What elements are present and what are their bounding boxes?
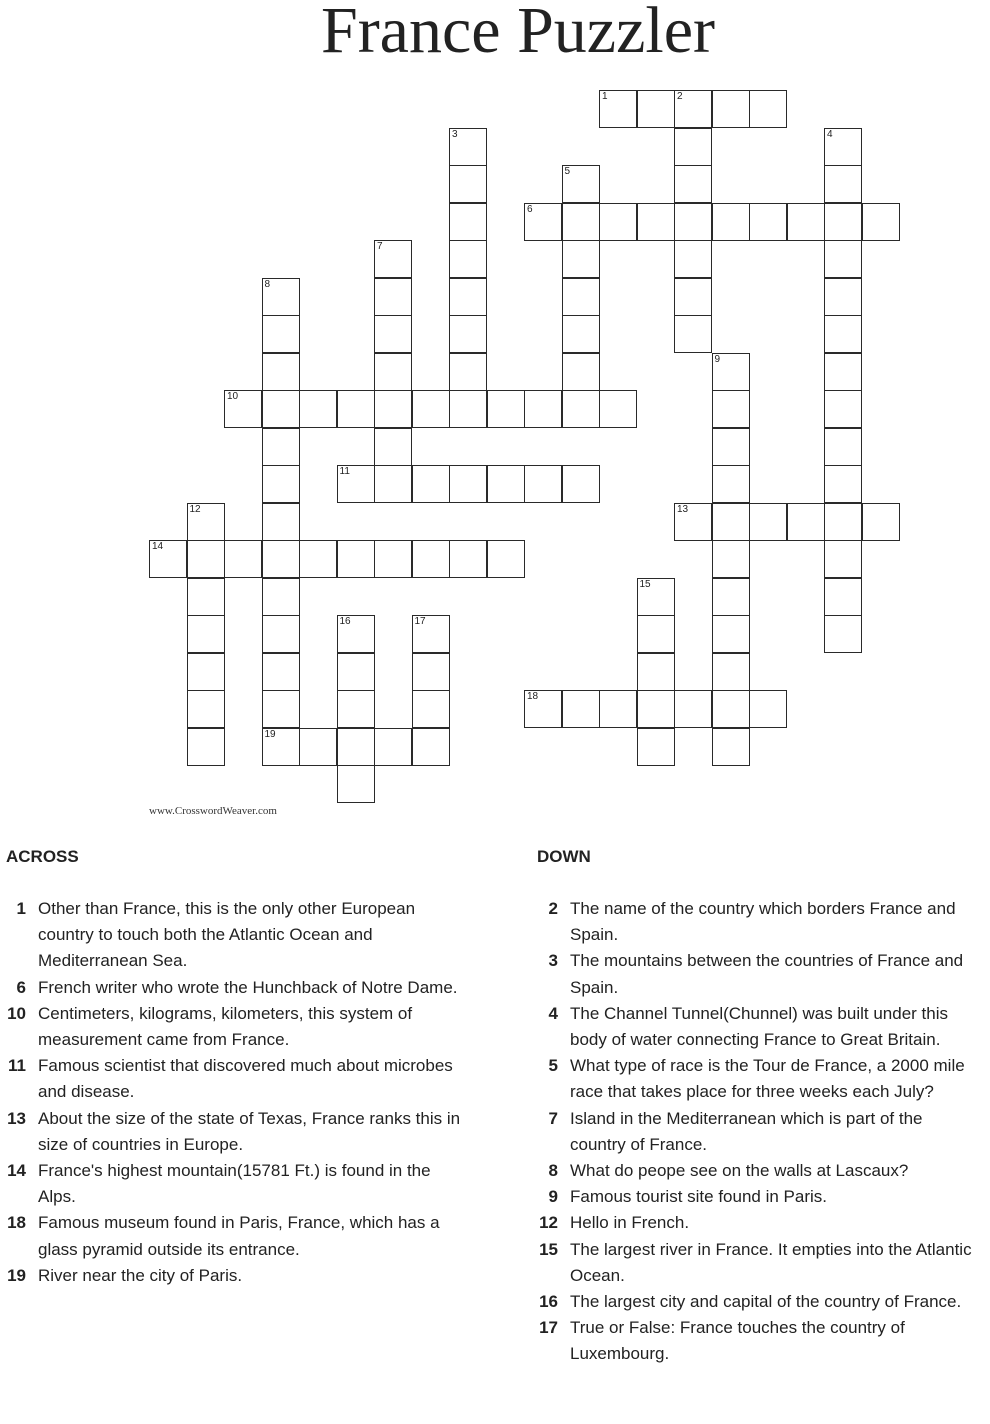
cell-number: 7: [377, 241, 383, 252]
grid-cell[interactable]: [187, 540, 225, 578]
clue-text: Other than France, this is the only other European country to touch both the Atlantic Ocean and Mediterranean Sea.: [38, 899, 416, 971]
clue-number: 1: [16, 899, 26, 918]
grid-cell[interactable]: [412, 690, 450, 728]
down-clue: [532, 1001, 972, 1053]
grid-cell[interactable]: [262, 503, 300, 541]
grid-cell[interactable]: [299, 390, 337, 428]
clue-number: 16: [539, 1292, 558, 1312]
clue-text: What do peope see on the walls at Lascaux?: [570, 1161, 909, 1181]
down-clue: [532, 1210, 972, 1236]
grid-cell[interactable]: [712, 353, 750, 391]
grid-cell[interactable]: [562, 690, 600, 728]
grid-cell[interactable]: [487, 540, 525, 578]
grid-cell[interactable]: [637, 653, 675, 691]
grid-cell[interactable]: [262, 465, 300, 503]
grid-cell[interactable]: [412, 728, 450, 766]
grid-cell[interactable]: [824, 615, 862, 653]
grid-cell[interactable]: [299, 540, 337, 578]
down-clue: [532, 1053, 972, 1105]
grid-cell[interactable]: [449, 465, 487, 503]
grid-cell[interactable]: [637, 615, 675, 653]
grid-cell[interactable]: [712, 465, 750, 503]
grid-cell[interactable]: [337, 765, 375, 803]
grid-cell[interactable]: [412, 390, 450, 428]
grid-cell[interactable]: [599, 690, 637, 728]
grid-cell[interactable]: [599, 203, 637, 241]
clue-number: 19: [7, 1265, 26, 1285]
cell-number: 2: [677, 91, 683, 102]
clue-text: True or False: France touches the country of Luxembourg.: [570, 1318, 905, 1364]
grid-cell[interactable]: [224, 540, 262, 578]
grid-cell[interactable]: [449, 540, 487, 578]
clue-text: Famous scientist that discovered much about microbes and disease.: [38, 1056, 453, 1102]
grid-cell[interactable]: [449, 390, 487, 428]
grid-cell[interactable]: [562, 390, 600, 428]
clue-number: 15: [539, 1239, 558, 1259]
grid-cell[interactable]: [787, 203, 825, 241]
cell-number: 10: [227, 391, 239, 402]
grid-cell[interactable]: [824, 315, 862, 353]
across-clue: [0, 1210, 470, 1262]
cell-number: 13: [677, 503, 689, 515]
down-clue: [532, 1237, 972, 1289]
grid-cell[interactable]: [674, 128, 712, 166]
clue-number: 4: [548, 1003, 558, 1023]
grid-cell[interactable]: [449, 203, 487, 241]
grid-cell[interactable]: [374, 353, 412, 391]
across-clue: [0, 1053, 470, 1105]
grid-cell[interactable]: [712, 653, 750, 691]
grid-cell[interactable]: [824, 503, 862, 541]
grid-cell[interactable]: [824, 128, 862, 166]
clue-text: Famous tourist site found in Paris.: [570, 1187, 828, 1207]
grid-cell[interactable]: [187, 728, 225, 766]
grid-cell[interactable]: [787, 503, 825, 541]
clue-number: 10: [7, 1003, 26, 1023]
clue-text: The largest city and capital of the country of France.: [570, 1292, 962, 1312]
grid-cell[interactable]: [562, 278, 600, 316]
clue-number: 9: [548, 1187, 558, 1207]
clue-number: 7: [548, 1108, 558, 1128]
grid-cell[interactable]: [712, 90, 750, 128]
cell-number: 16: [339, 616, 351, 627]
grid-cell[interactable]: [224, 390, 262, 428]
grid-cell[interactable]: [712, 540, 750, 578]
grid-cell[interactable]: [487, 390, 525, 428]
down-clue: [532, 948, 972, 1000]
grid-cell[interactable]: [674, 503, 712, 541]
across-clue: [0, 896, 470, 975]
cell-number: 5: [564, 166, 571, 177]
grid-cell[interactable]: [824, 165, 862, 203]
clue-text: Centimeters, kilograms, kilometers, this system of measurement came from France.: [38, 1003, 413, 1050]
down-clue: [532, 1184, 972, 1210]
clue-text: The Channel Tunnel(Chunnel) was built under this body of water connecting France to Great Britain.: [570, 1003, 949, 1050]
down-clue: [532, 1315, 972, 1367]
grid-cell[interactable]: [674, 90, 712, 128]
grid-cell[interactable]: [562, 165, 600, 203]
clue-text: The mountains between the countries of France and Spain.: [570, 951, 964, 997]
grid-cell[interactable]: [262, 653, 300, 691]
clue-text: The largest river in France. It empties into the Atlantic Ocean.: [570, 1239, 972, 1285]
across-clue: [0, 1158, 470, 1210]
grid-cell[interactable]: [374, 428, 412, 466]
grid-cell[interactable]: [524, 690, 562, 728]
cell-number: 4: [827, 128, 833, 140]
grid-cell[interactable]: [712, 728, 750, 766]
cell-number: 1: [602, 91, 608, 102]
clue-number: 13: [7, 1108, 26, 1128]
grid-cell[interactable]: [637, 578, 675, 616]
cell-number: 8: [264, 278, 271, 290]
down-heading: DOWN: [537, 847, 591, 866]
cell-number: 9: [714, 353, 721, 365]
across-clue: [0, 1001, 470, 1053]
clue-number: 18: [7, 1213, 26, 1233]
grid-cell[interactable]: [824, 428, 862, 466]
clue-number: 8: [548, 1161, 558, 1181]
grid-cell[interactable]: [262, 578, 300, 616]
clue-text: Hello in French.: [570, 1213, 690, 1233]
grid-cell[interactable]: [262, 428, 300, 466]
cell-number: 19: [264, 728, 276, 740]
cell-number: 14: [152, 541, 164, 552]
clue-text: River near the city of Paris.: [38, 1265, 243, 1285]
grid-cell[interactable]: [712, 690, 750, 728]
clue-number: 2: [548, 899, 558, 918]
clue-text: What type of race is the Tour de France, a 2000 mile race that takes place for three weeks each July?: [570, 1056, 965, 1102]
cell-number: 12: [189, 503, 201, 515]
down-clue: [532, 1106, 972, 1158]
grid-cell[interactable]: [824, 390, 862, 428]
grid-cell[interactable]: [562, 240, 600, 278]
grid-cell[interactable]: [449, 240, 487, 278]
grid-cell[interactable]: [449, 353, 487, 391]
clue-number: 17: [539, 1318, 558, 1338]
grid-cell[interactable]: [674, 690, 712, 728]
grid-cell[interactable]: [712, 390, 750, 428]
grid-cell[interactable]: [824, 353, 862, 391]
grid-cell[interactable]: [824, 540, 862, 578]
grid-cell[interactable]: [712, 503, 750, 541]
grid-cell[interactable]: [749, 203, 787, 241]
across-clue-list: [0, 896, 470, 1289]
grid-cell[interactable]: [187, 615, 225, 653]
grid-cell[interactable]: [674, 203, 712, 241]
grid-cell[interactable]: [637, 728, 675, 766]
grid-cell[interactable]: [299, 728, 337, 766]
grid-cell[interactable]: [862, 203, 900, 241]
clue-text: About the size of the state of Texas, France ranks this in size of countries in Europe.: [38, 1108, 461, 1154]
down-clue: [532, 1158, 972, 1184]
grid-cell[interactable]: [187, 503, 225, 541]
cell-number: 15: [639, 578, 651, 590]
grid-cell[interactable]: [562, 353, 600, 391]
grid-cell[interactable]: [337, 690, 375, 728]
grid-cell[interactable]: [599, 90, 637, 128]
grid-cell[interactable]: [824, 203, 862, 241]
grid-cell[interactable]: [562, 465, 600, 503]
credit-text: www.CrosswordWeaver.com: [149, 805, 277, 817]
grid-cell[interactable]: [824, 578, 862, 616]
grid-cell[interactable]: [374, 315, 412, 353]
clue-text: Famous museum found in Paris, France, which has a glass pyramid outside its entrance.: [38, 1213, 440, 1259]
grid-cell[interactable]: [374, 390, 412, 428]
down-clue: [532, 896, 972, 948]
grid-cell[interactable]: [562, 315, 600, 353]
grid-cell[interactable]: [412, 540, 450, 578]
clue-number: 12: [539, 1213, 558, 1233]
grid-cell[interactable]: [712, 615, 750, 653]
cell-number: 11: [339, 466, 350, 477]
grid-cell[interactable]: [337, 465, 375, 503]
grid-cell[interactable]: [449, 165, 487, 203]
grid-cell[interactable]: [262, 690, 300, 728]
clue-text: France's highest mountain(15781 Ft.) is found in the Alps.: [38, 1161, 431, 1207]
grid-cell[interactable]: [374, 278, 412, 316]
grid-cell[interactable]: [712, 578, 750, 616]
grid-cell[interactable]: [187, 578, 225, 616]
grid-cell[interactable]: [149, 540, 187, 578]
grid-cell[interactable]: [749, 90, 787, 128]
clue-number: 14: [7, 1161, 26, 1181]
clue-text: Island in the Mediterranean which is part of the country of France.: [570, 1108, 923, 1154]
grid-cell[interactable]: [487, 465, 525, 503]
grid-cell[interactable]: [337, 540, 375, 578]
grid-cell[interactable]: [262, 353, 300, 391]
grid-cell[interactable]: [374, 540, 412, 578]
grid-cell[interactable]: [187, 653, 225, 691]
grid-cell[interactable]: [712, 428, 750, 466]
grid-cell[interactable]: [824, 278, 862, 316]
grid-cell[interactable]: [524, 203, 562, 241]
cell-number: 3: [452, 128, 458, 140]
grid-cell[interactable]: [637, 690, 675, 728]
clue-number: 6: [16, 977, 26, 997]
grid-cell[interactable]: [412, 615, 450, 653]
grid-cell[interactable]: [524, 390, 562, 428]
grid-cell[interactable]: [449, 128, 487, 166]
grid-cell[interactable]: [562, 203, 600, 241]
clue-text: The name of the country which borders France and Spain.: [570, 899, 956, 945]
clue-number: 3: [548, 951, 558, 971]
clue-number: 11: [8, 1056, 26, 1076]
grid-cell[interactable]: [637, 90, 675, 128]
grid-cell[interactable]: [374, 240, 412, 278]
grid-cell[interactable]: [262, 728, 300, 766]
grid-cell[interactable]: [674, 278, 712, 316]
grid-cell[interactable]: [262, 315, 300, 353]
puzzle-title: France Puzzler: [321, 0, 715, 67]
grid-cell[interactable]: [524, 465, 562, 503]
grid-cell[interactable]: [824, 240, 862, 278]
grid-cell[interactable]: [337, 615, 375, 653]
grid-cell[interactable]: [674, 315, 712, 353]
across-clue: [0, 1106, 470, 1158]
grid-cell[interactable]: [262, 390, 300, 428]
grid-cell[interactable]: [262, 278, 300, 316]
grid-cell[interactable]: [337, 728, 375, 766]
across-heading: ACROSS: [6, 847, 79, 866]
cell-number: 6: [527, 203, 533, 215]
down-clue-list: [532, 896, 972, 1368]
grid-cell[interactable]: [262, 615, 300, 653]
grid-cell[interactable]: [749, 690, 787, 728]
clue-number: 5: [548, 1056, 558, 1076]
grid-cell[interactable]: [337, 390, 375, 428]
across-clue: [0, 1263, 470, 1289]
grid-cell[interactable]: [449, 278, 487, 316]
grid-cell[interactable]: [412, 653, 450, 691]
grid-cell[interactable]: [599, 390, 637, 428]
grid-cell[interactable]: [637, 203, 675, 241]
cell-number: 18: [527, 691, 539, 702]
cell-number: 17: [414, 616, 426, 627]
grid-cell[interactable]: [262, 540, 300, 578]
grid-cell[interactable]: [674, 165, 712, 203]
grid-cell[interactable]: [412, 465, 450, 503]
grid-cell[interactable]: [187, 690, 225, 728]
grid-cell[interactable]: [449, 315, 487, 353]
grid-cell[interactable]: [712, 203, 750, 241]
grid-cell[interactable]: [337, 653, 375, 691]
grid-cell[interactable]: [862, 503, 900, 541]
grid-cell[interactable]: [824, 465, 862, 503]
down-clue: [532, 1289, 972, 1315]
grid-cell[interactable]: [374, 465, 412, 503]
across-clue: [0, 975, 470, 1001]
grid-cell[interactable]: [374, 728, 412, 766]
grid-cell[interactable]: [749, 503, 787, 541]
grid-cell[interactable]: [674, 240, 712, 278]
clue-text: French writer who wrote the Hunchback of Notre Dame.: [38, 977, 458, 997]
